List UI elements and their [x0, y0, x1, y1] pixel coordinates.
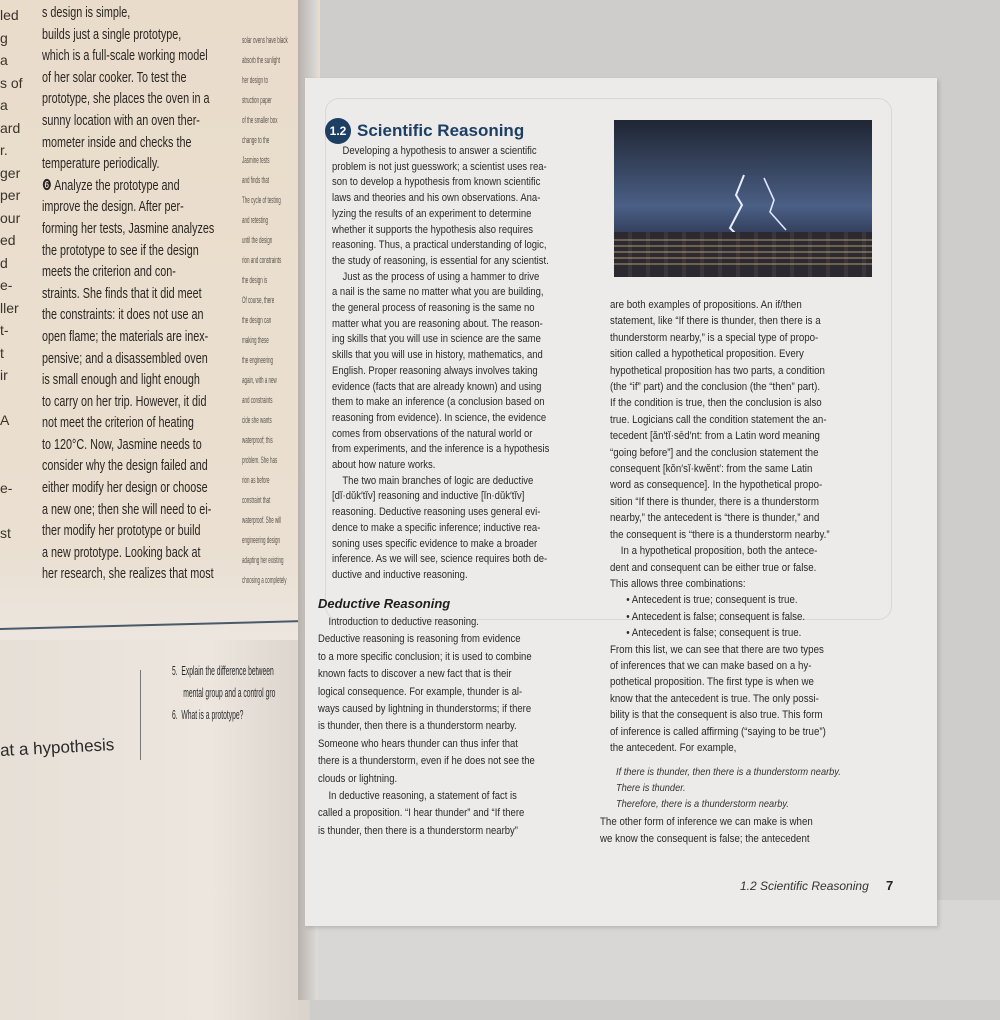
text-line: ther modify her prototype or build — [42, 522, 201, 540]
section-heading — [325, 118, 524, 144]
text-line: from experiments, and the inference is a hypothesis — [332, 443, 550, 456]
text-line: sition “If there is thunder, there is a thunderstorm — [610, 495, 819, 508]
text-line: st — [0, 524, 11, 541]
text-line: ing skills that you will use in science are the same — [332, 333, 541, 346]
text-line: problem is not just guesswork; a scientist uses rea- — [332, 160, 547, 173]
text-line: there is a thunderstorm, even if he does not see the — [318, 755, 535, 768]
text-line: (the “if” part) and the conclusion (the “then” part). — [610, 381, 821, 394]
text-line: Introduction to deductive reasoning. — [318, 616, 479, 628]
text-line: Someone who hears thunder can thus infer that — [318, 737, 518, 750]
text-line: and retesting — [242, 215, 269, 225]
text-line: ways caused by lightning in thunderstorms; if there — [318, 703, 532, 716]
text-line: them to make an inference (a conclusion based on — [332, 396, 545, 409]
text-line: g — [0, 29, 8, 46]
text-line: inference. As we will see, science requires both de- — [332, 553, 548, 566]
text-line: struction paper — [242, 95, 272, 105]
text-line: 6. What is a prototype? — [172, 707, 244, 722]
text-line: a new one; then she will need to ei- — [42, 500, 212, 518]
text-line: not meet the criterion of heating — [42, 414, 194, 432]
text-line: straints. She finds that it did meet — [42, 284, 202, 302]
running-head: 1.2 Scientific Reasoning — [740, 879, 869, 893]
text-line: the engineering — [242, 355, 274, 365]
text-line: the constraints: it does not use an — [42, 306, 204, 324]
text-line: again, with a new — [242, 375, 277, 385]
text-line: until the design — [242, 235, 273, 245]
text-line: There is thunder. — [616, 782, 686, 794]
text-line: rion as before — [242, 475, 270, 485]
text-line — [0, 387, 23, 410]
text-line: reasoning. Deductive reasoning uses general evi- — [332, 506, 541, 519]
text-line: choosing a completely — [242, 575, 287, 585]
text-line: cide she wants — [242, 415, 272, 425]
text-line: a nail is the same no matter what you are building, — [332, 286, 544, 299]
text-line: 5. Explain the difference between — [172, 663, 274, 678]
text-line: sunny location with an oven ther- — [42, 111, 200, 129]
text-line: meets the criterion and con- — [42, 263, 176, 281]
text-line: the design is — [242, 275, 268, 285]
text-line: ir — [0, 367, 8, 383]
text-line: builds just a single prototype, — [42, 25, 182, 43]
text-line: and constraints — [242, 395, 273, 405]
text-line: true. Logicians call the condition statement the an- — [610, 413, 827, 426]
text-line: engineering design — [242, 535, 281, 545]
text-line: logical consequence. For example, thunder is al- — [318, 685, 523, 698]
text-line: s of — [0, 74, 23, 91]
text-line: the consequent is “there is a thunderstorm nearby.” — [610, 528, 830, 541]
text-line: per — [0, 187, 21, 203]
text-line: the design can — [242, 315, 272, 325]
text-line: reasoning from evidence). In science, the evidence — [332, 411, 547, 424]
divider — [140, 670, 141, 760]
text-line: her research, she realizes that most — [42, 565, 214, 583]
text-line: led — [0, 7, 19, 23]
text-line: ❻ Analyze the prototype and — [42, 176, 180, 194]
text-line: In a hypothetical proposition, both the antece- — [610, 545, 818, 558]
text-line: ed — [0, 232, 16, 248]
text-line: pensive; and a disassembled oven — [42, 349, 208, 367]
text-line: Just as the process of using a hammer to drive — [332, 270, 540, 283]
text-line: mometer inside and checks the — [42, 133, 192, 151]
text-line: reasoning. Thus, a practical understanding of logic, — [332, 239, 547, 252]
text-line: ard — [0, 119, 21, 136]
text-line: known facts to discover a new fact that is their — [318, 668, 512, 681]
text-line: statement, like “If there is thunder, then there is a — [610, 315, 821, 328]
text-line: open flame; the materials are inex- — [42, 327, 209, 345]
text-line: called a proposition. “I hear thunder” and “If there — [318, 807, 525, 820]
text-line: solar ovens have black — [242, 35, 288, 45]
text-line: s design is simple, — [42, 4, 131, 21]
text-line: r. — [0, 142, 8, 158]
text-line: know that the antecedent is true. The only possi- — [610, 692, 819, 705]
text-line: of inferences that we can make based on a hy- — [610, 659, 812, 672]
text-line: change to the — [242, 135, 270, 145]
text-line: clouds or lightning. — [318, 772, 398, 785]
lightning-photo — [614, 120, 872, 277]
text-line: ductive and inductive reasoning. — [332, 568, 468, 581]
text-line: temperature periodically. — [42, 155, 160, 173]
text-line: is thunder, then there is a thunderstorm nearby” — [318, 824, 518, 837]
text-line: [dĭ·dŭk′tĭv] reasoning and inductive [ĭn·dŭk′tĭv] — [332, 490, 525, 503]
subheading-deductive-reasoning: Deductive Reasoning — [318, 596, 451, 611]
section-title: Scientific Reasoning — [357, 121, 525, 140]
text-line: This allows three combinations: — [610, 577, 746, 590]
text-line: is small enough and light enough — [42, 371, 200, 389]
text-line: to a more specific conclusion; it is used to combine — [318, 650, 532, 663]
text-line: The two main branches of logic are deductive — [332, 474, 534, 487]
text-line: • Antecedent is false; consequent is false. — [610, 610, 806, 623]
text-line: whether it supports the hypothesis also requires — [332, 223, 533, 236]
text-line: Deductive reasoning is reasoning from evidence — [318, 633, 521, 646]
text-line: the study of reasoning, is essential for any scientist. — [332, 254, 549, 267]
text-line: we know the consequent is false; the antecedent — [600, 833, 810, 845]
page-number: 7 — [886, 878, 894, 893]
text-line: a — [0, 52, 8, 68]
text-line: soning uses specific evidence to make a broader — [332, 537, 538, 550]
text-line: thunderstorm nearby,” is a special type of propo- — [610, 331, 819, 344]
text-line: consider why the design failed and — [42, 457, 208, 475]
text-line: to 120°C. Now, Jasmine needs to — [42, 435, 202, 453]
text-line: are both examples of propositions. An if/then — [610, 299, 802, 311]
text-line: nearby,” the antecedent is “there is thunder,” and — [610, 512, 820, 525]
text-line — [0, 454, 23, 477]
left-fragment: at a hypothesis — [0, 735, 115, 760]
text-line: and finds that — [242, 175, 270, 185]
text-line — [0, 432, 23, 455]
text-line: about how nature works. — [332, 459, 436, 472]
left-edge-fragments — [0, 4, 23, 544]
text-line: Developing a hypothesis to answer a scientific — [332, 145, 537, 157]
text-line: a new prototype. Looking back at — [42, 543, 201, 561]
text-line: tecedent [ăn′tĭ·sēd′nt: from a Latin word meaning — [610, 430, 820, 443]
text-line: to carry on her trip. However, it did — [42, 392, 207, 410]
review-questions — [172, 660, 275, 726]
text-line: If the condition is true, then the conclusion is also — [610, 397, 822, 410]
text-line: of the smaller box — [242, 115, 278, 125]
text-line: adapting her existing — [242, 555, 284, 565]
text-line: dence to make a specific inference; inductive rea- — [332, 521, 541, 534]
text-line: Jasmine tests — [242, 155, 270, 165]
text-line: constraint that — [242, 495, 271, 505]
text-line: rion and constraints — [242, 255, 282, 265]
text-line: word as consequence]. In the hypothetical propo- — [610, 479, 823, 492]
text-line: mental group and a control gro — [172, 685, 276, 700]
text-line: skills that you will use in history, mathematics, and — [332, 349, 543, 362]
text-line: dent and consequent can be either true or false. — [610, 561, 817, 574]
text-line: t — [0, 344, 4, 361]
text-line: sition called a hypothetical proposition. Every — [610, 348, 804, 361]
text-line: of her solar cooker. To test the — [42, 68, 187, 86]
text-line: improve the design. After per- — [42, 198, 184, 216]
text-line: laws and theories and his own observations. Ana- — [332, 192, 541, 205]
text-line: The cycle of testing — [242, 195, 281, 205]
text-line: the general process of reasoning is the same no — [332, 302, 535, 315]
text-line: consequent [kŏn′sĭ·kwĕnt′: from the same Latin — [610, 463, 813, 476]
text-line: problem. She has — [242, 455, 278, 465]
text-line: forming her tests, Jasmine analyzes — [42, 219, 215, 237]
text-line: hypothetical proposition has two parts, a condition — [610, 364, 825, 377]
text-line: of inference is called affirming (“saying to be true”) — [610, 725, 826, 738]
left-page-column — [42, 2, 214, 585]
right-column-text-2 — [600, 814, 813, 848]
text-line: bility is that the consequent is also true. This form — [610, 709, 823, 722]
text-line: t- — [0, 322, 9, 338]
text-line: comes from observations of the natural world or — [332, 427, 533, 440]
left-page-narrow-column — [242, 30, 288, 590]
text-line: absorb the sunlight — [242, 55, 281, 65]
example-syllogism — [616, 764, 841, 812]
text-line: the antecedent. For example, — [610, 741, 737, 754]
text-line: waterproof; this — [242, 435, 273, 445]
main-column-text-2 — [318, 614, 535, 840]
text-line: d — [0, 254, 8, 271]
text-line: is thunder, then there is a thunderstorm nearby. — [318, 720, 517, 733]
text-line: lyzing the results of an experiment to determine — [332, 207, 532, 220]
text-line: English. Proper reasoning always involves taking — [332, 364, 538, 377]
text-line: • Antecedent is true; consequent is true. — [610, 594, 798, 607]
text-line: pothetical proposition. The first type is when we — [610, 676, 814, 689]
text-line: either modify her design or choose — [42, 479, 208, 497]
text-line: matter what you are reasoning about. The reason- — [332, 317, 543, 330]
right-column-text — [610, 297, 830, 756]
text-line: waterproof. She will — [242, 515, 282, 525]
text-line: “going before”] and the conclusion statement the — [610, 446, 819, 459]
text-line: In deductive reasoning, a statement of fact is — [318, 790, 517, 803]
text-line: If there is thunder, then there is a thunderstorm nearby. — [616, 766, 841, 778]
text-line: e- — [0, 479, 13, 496]
text-line: e- — [0, 277, 13, 293]
text-line: Therefore, there is a thunderstorm nearby. — [616, 798, 789, 810]
text-line: making these — [242, 335, 269, 345]
text-line: A — [0, 412, 10, 428]
text-line — [0, 499, 23, 522]
text-line: her design to — [242, 75, 269, 85]
text-line: • Antecedent is false; consequent is true. — [610, 627, 802, 640]
text-line: a — [0, 97, 8, 113]
text-line: The other form of inference we can make is when — [600, 816, 813, 828]
text-line: From this list, we can see that there are two types — [610, 643, 824, 656]
text-line: which is a full-scale working model — [42, 47, 208, 65]
text-line: Of course, there — [242, 295, 275, 305]
main-column-text — [332, 144, 549, 584]
text-line: prototype, she places the oven in a — [42, 90, 210, 108]
text-line: our — [0, 209, 21, 226]
section-number-badge: 1.2 — [325, 118, 351, 144]
text-line: ger — [0, 164, 21, 181]
text-line: ller — [0, 299, 19, 316]
text-line: the prototype to see if the design — [42, 241, 199, 259]
text-line: evidence (facts that are already known) and using — [332, 380, 542, 393]
text-line: son to develop a hypothesis from known scientific — [332, 176, 541, 189]
